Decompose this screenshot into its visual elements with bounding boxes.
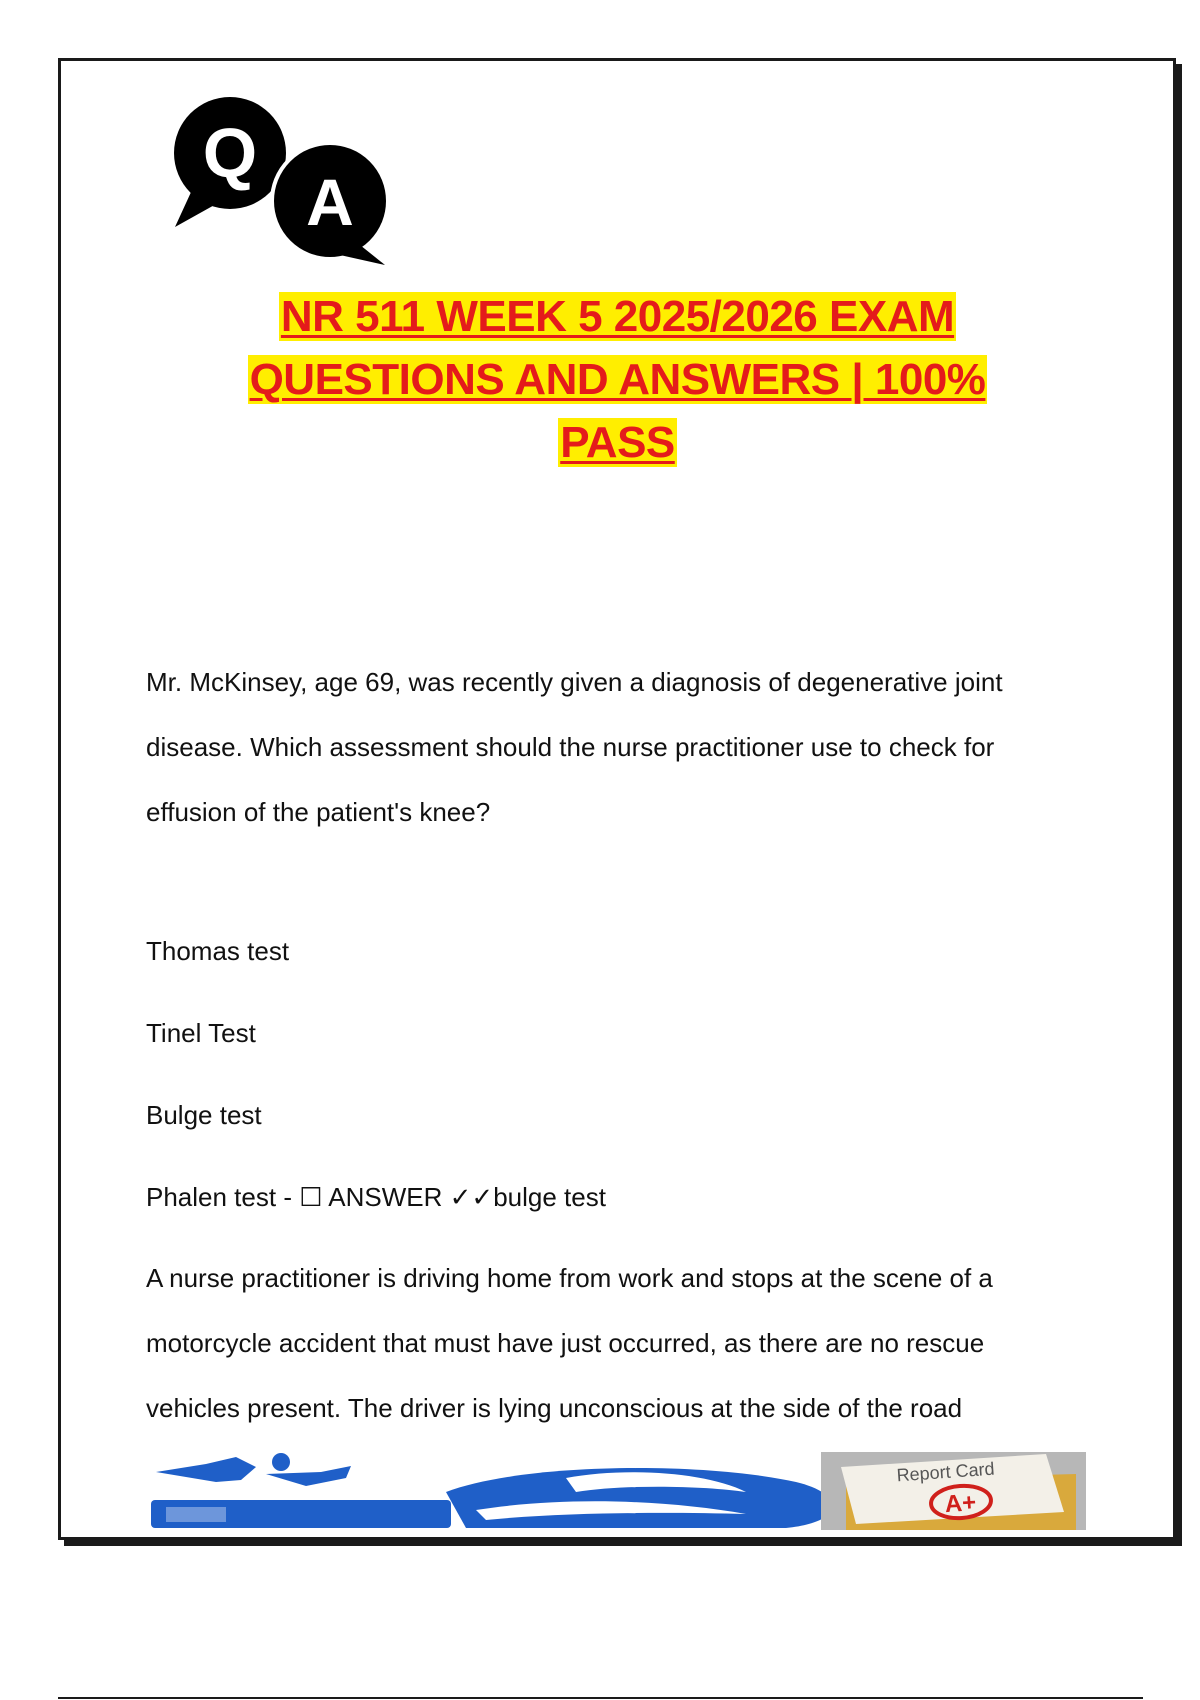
logo-q-letter: Q <box>202 114 258 192</box>
page-bottom-divider <box>58 1697 1143 1699</box>
title-line-2: QUESTIONS AND ANSWERS | 100% <box>249 355 986 404</box>
document-title <box>150 285 1085 474</box>
stuvia-success-banner-icon <box>151 1453 832 1528</box>
logo-a-letter: A <box>306 165 354 239</box>
title-line-3: PASS <box>560 418 675 467</box>
document-body <box>146 650 1096 1441</box>
question-2-line-3: vehicles present. The driver is lying unconscious at the side of the road <box>146 1393 963 1423</box>
answer-option-with-answer: Phalen test - ☐ ANSWER ✓✓bulge test <box>146 1182 606 1212</box>
qa-speech-bubbles-icon <box>170 95 400 270</box>
spacer <box>146 845 1096 910</box>
question-1-line-3: effusion of the patient's knee? <box>146 797 491 827</box>
question-1-line-1: Mr. McKinsey, age 69, was recently given a diagnosis of degenerative joint <box>146 667 1003 697</box>
report-card-grade: A+ <box>943 1488 978 1519</box>
question-2-line-1: A nurse practitioner is driving home from work and stops at the scene of a <box>146 1263 993 1293</box>
answer-option: Tinel Test <box>146 1018 256 1048</box>
footer-banner <box>146 1452 1086 1532</box>
report-card-label: Report Card <box>895 1458 996 1486</box>
report-card-image <box>821 1452 1086 1530</box>
answer-option: Bulge test <box>146 1100 262 1130</box>
question-2-line-2: motorcycle accident that must have just occurred, as there are no rescue <box>146 1328 985 1358</box>
title-line-1: NR 511 WEEK 5 2025/2026 EXAM <box>280 292 955 341</box>
answer-option: Thomas test <box>146 936 290 966</box>
question-1-line-2: disease. Which assessment should the nurse practitioner use to check for <box>146 732 995 762</box>
